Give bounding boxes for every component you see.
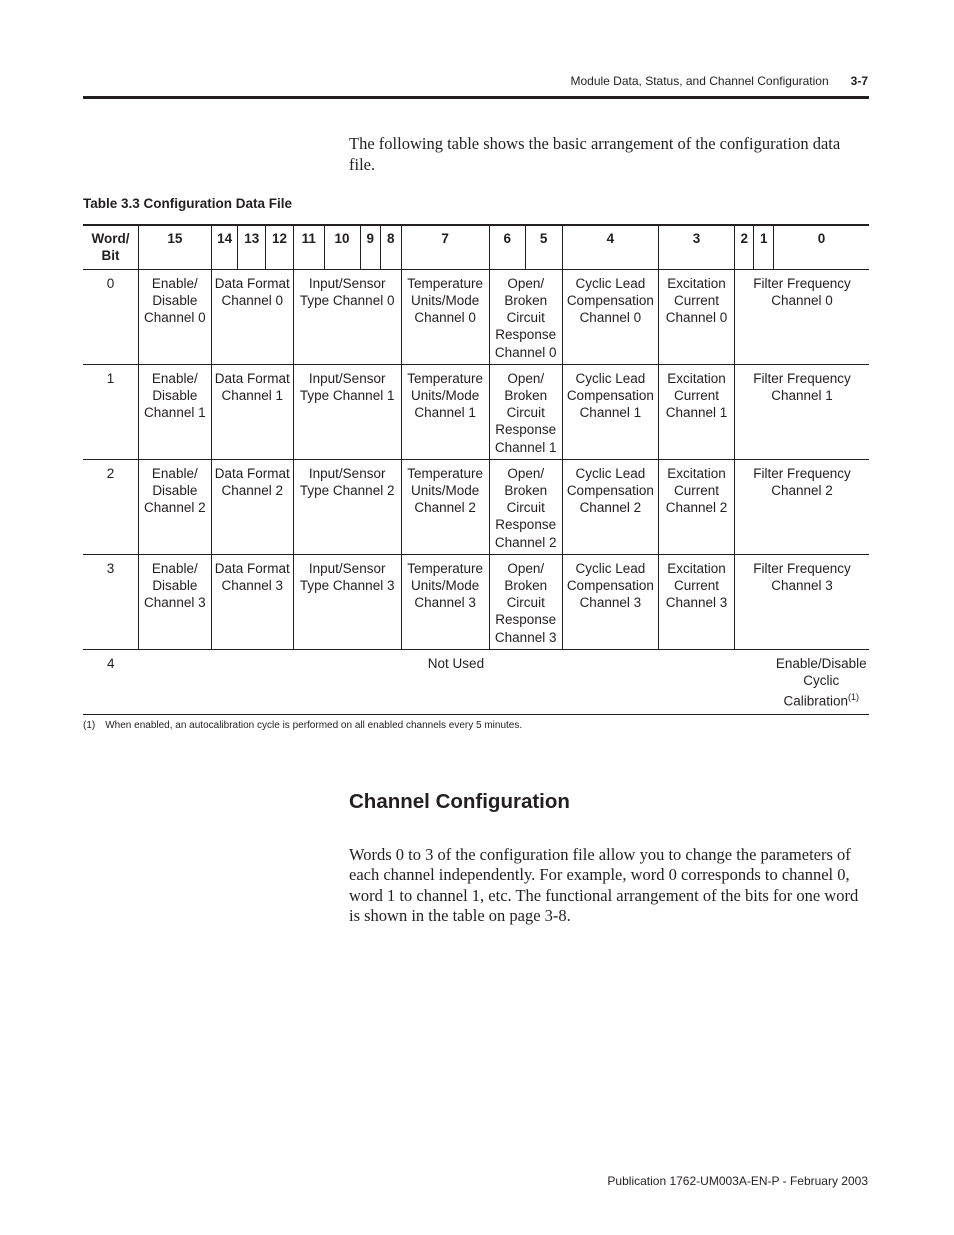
filter-cell: Filter Frequency Channel 0 — [735, 269, 870, 364]
enable-cell: Enable/ Disable Channel 1 — [138, 364, 211, 459]
filter-cell: Filter Frequency Channel 1 — [735, 364, 870, 459]
calibration-label: Enable/Disable Cyclic Calibration — [775, 655, 867, 709]
table-row — [83, 269, 869, 364]
temp-units-cell: Temperature Units/Mode Channel 3 — [401, 554, 489, 649]
footnote-number: (1) — [83, 720, 96, 731]
filter-cell: Filter Frequency Channel 2 — [735, 459, 870, 554]
format-cell: Data Format Channel 1 — [211, 364, 293, 459]
header-cell: 1 — [754, 225, 773, 269]
table-caption: Table 3.3 Configuration Data File — [83, 196, 293, 211]
header-cell: 2 — [735, 225, 754, 269]
input-type-cell: Input/Sensor Type Channel 1 — [293, 364, 401, 459]
table-row — [83, 649, 869, 714]
header-cell: 9 — [360, 225, 381, 269]
header-cell: 5 — [525, 225, 562, 269]
header-cell: 7 — [401, 225, 489, 269]
word-cell: 2 — [106, 465, 115, 481]
word-cell: 0 — [106, 275, 115, 291]
header-rule — [83, 96, 869, 99]
lead-comp-cell: Cyclic Lead Compensation Channel 3 — [562, 554, 658, 649]
section-body: Words 0 to 3 of the configuration file allow you to change the parameters of each channel independently. For example, word 0 corresponds to channel 0, word 1 to channel 1, etc. The functional arrangement of the bits for one word is shown in the table on page 3-8. — [349, 845, 859, 925]
lead-comp-cell: Cyclic Lead Compensation Channel 1 — [562, 364, 658, 459]
header-cell: 14 — [211, 225, 238, 269]
open-circuit-cell: Open/ Broken Circuit Response Channel 3 — [489, 554, 562, 649]
excitation-cell: Excitation Current Channel 2 — [659, 459, 735, 554]
table-footnote — [83, 720, 522, 731]
header-cell: 6 — [489, 225, 525, 269]
table-row — [83, 554, 869, 649]
table-header-row — [83, 225, 869, 269]
input-type-cell: Input/Sensor Type Channel 3 — [293, 554, 401, 649]
publication-footer: Publication 1762-UM003A-EN-P - February 2003 — [607, 1174, 868, 1188]
excitation-cell: Excitation Current Channel 3 — [659, 554, 735, 649]
section-title: Channel Configuration — [349, 790, 570, 813]
header-cell: 0 — [773, 225, 869, 269]
excitation-cell: Excitation Current Channel 1 — [659, 364, 735, 459]
table-row — [83, 459, 869, 554]
intro-paragraph: The following table shows the basic arrangement of the configuration data file. — [349, 134, 841, 174]
lead-comp-cell: Cyclic Lead Compensation Channel 2 — [562, 459, 658, 554]
temp-units-cell: Temperature Units/Mode Channel 0 — [401, 269, 489, 364]
excitation-cell: Excitation Current Channel 0 — [659, 269, 735, 364]
format-cell: Data Format Channel 3 — [211, 554, 293, 649]
format-cell: Data Format Channel 0 — [211, 269, 293, 364]
header-cell: 8 — [381, 225, 402, 269]
footnote-marker: (1) — [848, 692, 859, 703]
open-circuit-cell: Open/ Broken Circuit Response Channel 2 — [489, 459, 562, 554]
open-circuit-cell: Open/ Broken Circuit Response Channel 1 — [489, 364, 562, 459]
header-title: Module Data, Status, and Channel Configuration — [570, 74, 829, 88]
header-cell: 4 — [562, 225, 658, 269]
temp-units-cell: Temperature Units/Mode Channel 1 — [401, 364, 489, 459]
word-cell: 4 — [106, 655, 115, 671]
word-cell: 1 — [106, 370, 115, 386]
format-cell: Data Format Channel 2 — [211, 459, 293, 554]
header-cell: 10 — [324, 225, 360, 269]
word-cell: 3 — [106, 560, 115, 576]
footnote-text: When enabled, an autocalibration cycle is performed on all enabled channels every 5 minutes. — [105, 720, 523, 731]
header-cell: 11 — [293, 225, 324, 269]
page-number: 3-7 — [850, 74, 868, 88]
open-circuit-cell: Open/ Broken Circuit Response Channel 0 — [489, 269, 562, 364]
enable-cell: Enable/ Disable Channel 3 — [138, 554, 211, 649]
temp-units-cell: Temperature Units/Mode Channel 2 — [401, 459, 489, 554]
header-cell: 3 — [659, 225, 735, 269]
filter-cell: Filter Frequency Channel 3 — [735, 554, 870, 649]
not-used-cell: Not Used — [427, 655, 485, 671]
input-type-cell: Input/Sensor Type Channel 2 — [293, 459, 401, 554]
enable-cell: Enable/ Disable Channel 0 — [138, 269, 211, 364]
input-type-cell: Input/Sensor Type Channel 0 — [293, 269, 401, 364]
lead-comp-cell: Cyclic Lead Compensation Channel 0 — [562, 269, 658, 364]
table-row — [83, 364, 869, 459]
calibration-cell — [773, 649, 869, 714]
header-cell: 12 — [266, 225, 294, 269]
header-cell: Word/ Bit — [91, 231, 130, 264]
enable-cell: Enable/ Disable Channel 2 — [138, 459, 211, 554]
header-cell: 13 — [238, 225, 266, 269]
config-data-table — [83, 224, 869, 715]
header-cell: 15 — [138, 225, 211, 269]
running-header — [570, 74, 868, 88]
